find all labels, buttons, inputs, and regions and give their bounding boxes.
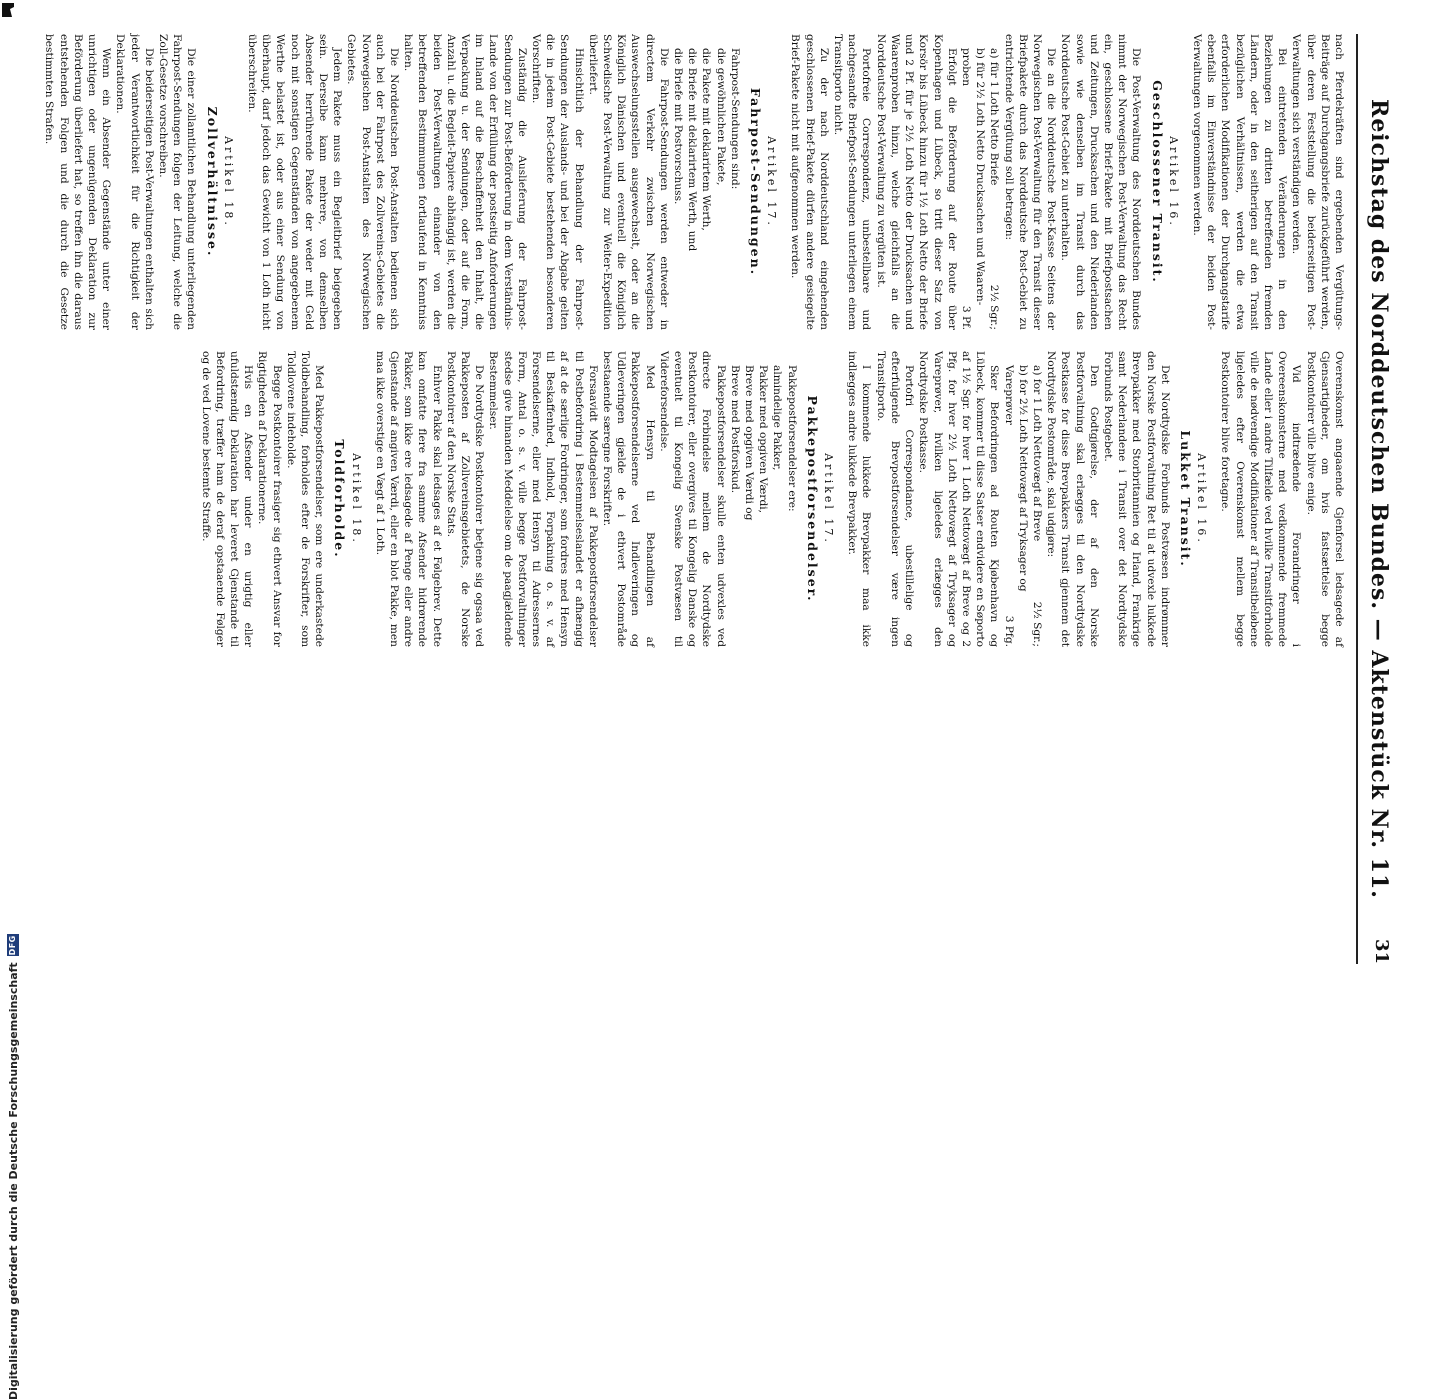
article-number: Artikel 18. [221, 136, 235, 228]
paragraph: Forsaavidt Modtagelsen af Pakkepostforsendelser til Postbefordring i Bestemmelseslandet er afhængig af at de særlige Fordringer, som fordres med Hensyn til Beskaffenhed, Indhold, Forpakning o. s. v. af Forsendelserne, eller med Hensyn til Adressernes Form, Antal o. s. v. ville begge Postforvaltninger stedse give hinanden Meddelelse om de paagjældende Bestemmelser. [487, 351, 599, 647]
paragraph: Med Hensyn til Behandlingen af Pakkepostforsendelserne ved Indleveringen og Udleveringen gjælde de i ethvert Postområde bestaaende særegne Forskrifter. [601, 351, 656, 647]
article-number: Artikel 17. [765, 136, 779, 228]
page-number: 31 [1371, 938, 1392, 964]
article-title: Toldforholde. [332, 439, 348, 559]
list-item: Breve med Postforskud. [728, 365, 741, 494]
paragraph: I kommende lukkede Brevpakker maa ikke indlægges andre lukkede Brevpakker. [846, 351, 873, 647]
paragraph: Wenn ein Absender Gegenstände unter einer unrichtigen oder ungenügenden Deklaration zur Beförderung überliefert hat, so treffen ihn die daraus entstehenden Folgen und die durch die Gesetze bestimmten Strafen. [43, 34, 113, 330]
paragraph: Med Pakkepostforsendelser, som ere underkastede Toldbehandling, forholdes efter de Forskrifter, som Toldlovene indeholde. [284, 351, 326, 647]
list-item: Breve med opgiven Værdi og [743, 365, 756, 521]
item-list [671, 34, 728, 330]
paragraph: Overenskomst angaaende Gjenforsel ledsagede af Gjensartigheder, om hvis fastsættelse begge Postkontoirer ville blive enige. [1304, 351, 1345, 647]
item-list [728, 351, 785, 647]
german-column [43, 34, 1346, 330]
paragraph: Die einer zollamtlichen Behandlung unterliegenden Fahrpost-Sendungen folgen der Leitung, welche die Zoll-Gesetze vorschreiben. [156, 34, 198, 330]
rate-line [959, 34, 973, 330]
paragraph: Fahrpost-Sendungen sind: [728, 48, 741, 190]
rate-line [1001, 351, 1015, 647]
paragraph: nach Pferdekräften sind ergebenden Vergütungs-Beiträge auf Durchgangsbriefe zurückgeführt werden, über deren Feststellung die beiderseitigen Post-Verwaltungen sich verständigen werden. [1290, 34, 1345, 330]
article-number: Artikel 16. [1166, 136, 1180, 228]
rate-line [987, 34, 1001, 330]
list-item: die Briefe mit Postvorschuss. [672, 48, 685, 205]
paragraph: Die beiderseitigen Post-Verwaltungen enthalten sich jeder Verantwortlichkeit für die Richtigkeit der Deklarationen. [114, 34, 155, 330]
article-title: Zollverhältnisse. [204, 106, 220, 258]
page-title: Reichstag des Norddeutschen Bundes. — Aktenstück Nr. 11. [1366, 99, 1392, 899]
paragraph: Die an die Norddeutsche Post-Kasse Seitens der Norwegischen Post-Verwaltung für den Transit dieser Briefpakete durch das Norddeutsche Post-Gebiet zu entrichtende Vergütung soll betragen: [1002, 34, 1058, 330]
paragraph: Sker Befordringen ad Routen Kjøbenhavn og Lübeck, kommer til disse Satser endvidere en Søporto af 1½ Sgr. for hver 1 Loth Nettovægt af Breve og 2 Pfg. for hver 2½ Loth Nettovægt af Tryksager og Vareprøver, hvilken ligeledes erlægges den Nordtydske Postkasse. [917, 351, 1001, 647]
article-number: Artikel 17. [822, 453, 836, 545]
rate-label-cont: Vareprøver [1002, 365, 1015, 425]
article-number: Artikel 18. [349, 453, 363, 545]
paragraph: Det Nordtydske Forbunds Postvæsen indrømmer den Norske Postforvaltning Ret til at udvexle lukkede Brevpakker med Storbritannien og Irland, Frankrige samt Nederlandene i Transit over det Nordtydske Forbunds Postgebet. [1101, 351, 1171, 647]
list-item: die Pakete mit deklarirtem Werth, [700, 48, 713, 231]
article-title: Geschlossener Transit. [1149, 80, 1165, 284]
paragraph: Bei eintretenden Veränderungen in den Beziehungen zu dritten betreffenden fremden Ländern, oder in den seitherigen auf den Transit bezüglichen Verhältnissen, werden die etwa erforderlichen Modifikationen der Durchgangstarife ebenfalls im Einverständnisse der beiden Post-Verwaltungen vorgenommen werden. [1190, 34, 1289, 330]
paragraph: Portofreie Correspondenz, unbestellbare und nachgesandte Briefpost-Sendungen unterliegen einem Transitporto nicht. [832, 34, 873, 330]
dfg-logo-icon: DFG [8, 935, 17, 956]
list-item: die Briefe mit deklarirtem Werth, und [686, 48, 699, 252]
rate-value: 2½ Sgr.; [1030, 601, 1043, 647]
running-head [1362, 34, 1392, 964]
text-columns [43, 34, 1346, 964]
rate-label: a) for 1 Loth Nettovægt af Breve [1030, 365, 1043, 542]
credit-text: Digitalisierung gefördert durch die Deutsche Forschungsgemeinschaft [6, 962, 20, 1400]
list-item: die gewöhnlichen Pakete, [714, 48, 727, 186]
paragraph: Jedem Pakete muss ein Begleitbrief beigegeben sein. Derselbe kann mehrere, von demselben Absender herrührende Pakete der weder mit Geld noch mit sonstigen Gegenständen von angegebenem Werthe belastet ist, oder aus einer Sendung von überhaupt, darf jedoch das Gewicht von 1 Loth nicht überschreiten. [245, 34, 344, 330]
rate-value: 3 Pfg. [1002, 615, 1015, 647]
rate-value: 3 Pf. [959, 305, 972, 330]
list-item: almindelige Pakker, [771, 365, 784, 471]
rate-line [1030, 351, 1044, 647]
rate-label: b) für 2½ Loth Netto Drucksachen und Waaren- [974, 48, 987, 306]
paragraph: Erfolgt die Beförderung auf der Route über Kopenhagen und Lübeck, so tritt dieser Satz von Korsör bis Lübeck hinzu für 1½ Loth Netto der Briefe und 2 Pf. für je 2½ Loth Netto der Drucksachen und Waarenproben hinzu, welche gleichfalls an die Norddeutsche Post-Verwaltung zu vergüten ist. [874, 34, 958, 330]
norwegian-column [56, 351, 1346, 647]
page-content [43, 34, 1392, 964]
paragraph: Die Post-Verwaltung des Norddeutschen Bundes nimmt der Norwegischen Post-Verwaltung das Recht ein, geschlossene Brief-Pakete mit Briefpostsachen und Zeitungen, Drucksachen und den Niederlanden sowie wie denselben im Transit durch das Norddeutsche Post-Gebiet zu unterhalten. [1059, 34, 1143, 330]
paragraph: Vid indtrædende Forandringer i Overeenskomsterne med vedkommende fremmede Lande eller i andre Tilfælde ved hvilke Transitforholde ville de nødvendige Modifikationer af Transitbeløbene ligeledes efter Overenskomst mellem begge Postkontoirer blive foretagne. [1219, 351, 1303, 647]
paragraph: Zu der nach Norddeutschland eingehenden geschlossenen Brief-Pakete dürfen andere gesiegelte Brief-Pakete nicht mit aufgenommen werden. [789, 34, 830, 330]
paragraph: Enhver Pakke skal ledsages af et Følgebrev. Dette kan omfatte flere fra samme Afsender hidrørende Pakker, som ikke ere ledsagede af Penge eller andre Gjenstande af angiven Værdi, eller en blot Pakke, men maa ikke overstige en Vægt af 1 Loth. [373, 351, 443, 647]
article-title: Fahrpost-Sendungen. [748, 87, 764, 277]
paragraph: Pakkepostforsendelser ere: [785, 365, 798, 512]
paragraph: Die Norddeutschen Post-Anstalten bedienen sich auch bei der Fahrpost des Zollvereins-Gebietes die Norwegischen Post-Anstalten des Norwegischen Gebietes. [345, 34, 400, 330]
paragraph: Die Fahrpost-Sendungen werden entweder in directem Verkehr zwischen Norwegischen Auswechselungsstellen ausgewechselt, oder an die Königlich Dänischen und eventuell die Königlich Schwedische Post-Verwaltung zur Weiter-Expedition überliefert. [586, 34, 670, 330]
paragraph: Hinsichtlich der Behandlung der Fahrpost-Sendungen der Auslands- und bei der Abgabe gelten die in jedem Post-Gebiete bestehenden besonderen Vorschriften. [530, 34, 585, 330]
header-rule [1356, 34, 1358, 964]
paragraph: Portofri Correspondance, ubestillelige og efterfulgende Brevpostforsendelser være ingen Transitporto. [874, 351, 916, 647]
paragraph: Zuständig die Auslieferung der Fahrpost-Sendungen zur Post-Beförderung in dem Verständnis-Lande von der Erfüllung der postseitig Anforderungen im Inland auf die Beschaffenheit den Inhalt, die Verpackung u. der Sendungen, oder auf die Form, Anzahl u. die Begleit-Papiere abhängig ist, werden die beiden Post-Verwaltungen einander von den betreffenden Bestimmungen fortlaufend in Kenntniss halten. [402, 34, 528, 330]
paragraph: Hvis en Afsender under en urigtig eller ufuldstændig Deklaration har leveret Gjenstande til Befordring, træffer ham de deraf opstaaende Følger og de ved Lovene bestemte Straffe. [199, 351, 255, 647]
list-item: Pakker med opgiven Værdi, [757, 365, 770, 513]
rate-line [973, 34, 987, 330]
paragraph: Den Godtgjørelse, der af den Norske Postforvaltning skal erlægges til den Nordtydske Postkasse for disse Brevpakkers Transit gjennem det Nordtydske Postområde, skal udgjøre: [1045, 351, 1100, 647]
article-number: Artikel 16. [1195, 453, 1209, 545]
rate-label: b) for 2½ Loth Nettovægt af Tryksager og [1016, 365, 1029, 592]
article-title: Pakkepostforsendelser. [804, 395, 820, 603]
rate-line [1016, 351, 1030, 647]
rate-label: a) für 1 Loth Netto Briefe [988, 48, 1001, 186]
paragraph: Pakkepostforsendelser skulle enten udvexles ved directe Forbindelse mellem de Nordtydske Postkontoirer, eller overgives til Kongelig Danske og eventuelt til Kongelig Svenske Postvæsen til Videreforsendelse. [657, 351, 727, 647]
article-title: Lukket Transit. [1177, 430, 1193, 568]
rate-value: 2½ Sgr.; [988, 284, 1001, 330]
paragraph: Begge Postkontoirer frasiger sig ethvert Ansvar for Rigtigheden af Deklarationerne. [256, 351, 283, 647]
paragraph: De Nordtydske Postkontoirer betjene sig ogsaa ved Pakkeposten af Zollvereinsgebietets, de Norske Postkontoirer af den Norske Stats. [444, 351, 486, 647]
rate-label-cont: proben [959, 48, 972, 87]
